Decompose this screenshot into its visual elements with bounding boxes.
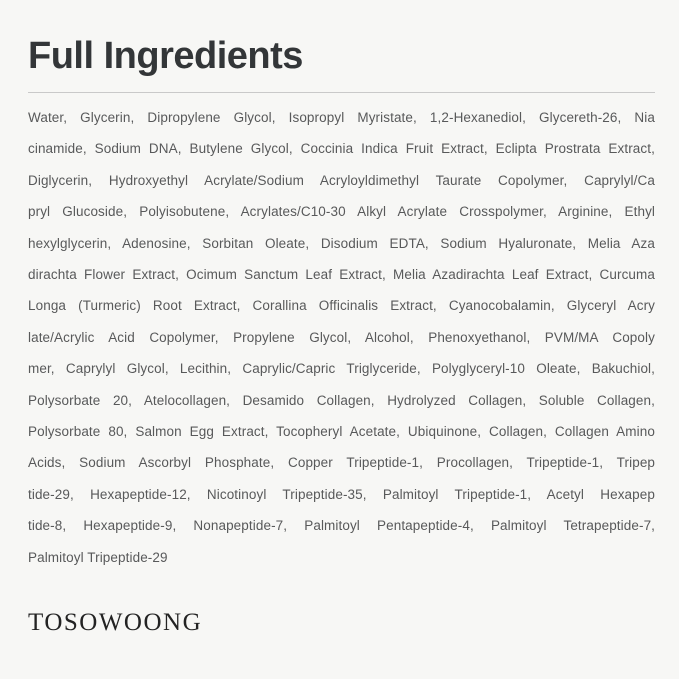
ingredients-line (28, 416, 655, 447)
ingredients-line (28, 447, 655, 478)
ingredients-line-text: Water, Glycerin, Dipropylene Glycol, Isopropyl Myristate, 1,2-Hexanediol, Glycereth-26, Nia (28, 110, 655, 125)
ingredients-line (28, 165, 655, 196)
ingredients-line-text: Polysorbate 20, Atelocollagen, Desamido Collagen, Hydrolyzed Collagen, Soluble Collagen, (28, 392, 655, 408)
ingredients-line-text: tide-8, Hexapeptide-9, Nonapeptide-7, Palmitoyl Pentapeptide-4, Palmitoyl Tetrapeptide-7, (28, 518, 656, 534)
ingredients-line (28, 102, 655, 133)
ingredients-line-text: dirachta Flower Extract, Ocimum Sanctum Leaf Extract, Melia Azadirachta Leaf Extract, Curcuma (28, 267, 655, 283)
ingredients-line-text: Diglycerin, Hydroxyethyl Acrylate/Sodium Acryloyldimethyl Taurate Copolymer, Caprylyl/Ca (28, 172, 655, 188)
ingredients-line (28, 510, 655, 541)
ingredients-line-text: mer, Caprylyl Glycol, Lecithin, Caprylic/Capric Triglyceride, Polyglyceryl-10 Oleate, Bakuchiol, (28, 361, 655, 377)
brand-logotype: TOSOWOONG (28, 609, 203, 637)
ingredients-line-text: Polysorbate 80, Salmon Egg Extract, Tocopheryl Acetate, Ubiquinone, Collagen, Collagen Amino (28, 424, 655, 440)
ingredients-line (28, 290, 655, 321)
ingredients-line-text: tide-29, Hexapeptide-12, Nicotinoyl Tripeptide-35, Palmitoyl Tripeptide-1, Acetyl Hexapep (28, 486, 655, 502)
ingredients-line-text: pryl Glucoside, Polyisobutene, Acrylates/C10-30 Alkyl Acrylate Crosspolymer, Arginine, Ethyl (28, 204, 656, 220)
ingredients-line-text: Palmitoyl Tripeptide-29 (28, 549, 168, 565)
ingredients-line (28, 542, 655, 573)
ingredients-line (28, 353, 655, 384)
ingredients-line (28, 133, 655, 164)
ingredients-line-text: cinamide, Sodium DNA, Butylene Glycol, Coccinia Indica Fruit Extract, Eclipta Prostrata Extract, (28, 141, 655, 157)
ingredients-line (28, 479, 655, 510)
ingredients-line-text: hexylglycerin, Adenosine, Sorbitan Oleate, Disodium EDTA, Sodium Hyaluronate, Melia Aza (28, 235, 655, 251)
ingredients-line (28, 259, 655, 290)
ingredients-line-text: Longa (Turmeric) Root Extract, Corallina Officinalis Extract, Cyanocobalamin, Glyceryl Acry (28, 298, 656, 314)
ingredients-line-text: Acids, Sodium Ascorbyl Phosphate, Copper Tripeptide-1, Procollagen, Tripeptide-1, Tripep (28, 455, 656, 471)
ingredients-line (28, 322, 655, 353)
title-divider (28, 92, 655, 93)
ingredients-line-text: late/Acrylic Acid Copolymer, Propylene Glycol, Alcohol, Phenoxyethanol, PVM/MA Copoly (28, 329, 655, 345)
ingredients-line (28, 196, 655, 227)
ingredients-line (28, 385, 655, 416)
ingredients-text (28, 102, 655, 573)
page-title: Full Ingredients (28, 35, 303, 77)
ingredients-line (28, 228, 655, 259)
